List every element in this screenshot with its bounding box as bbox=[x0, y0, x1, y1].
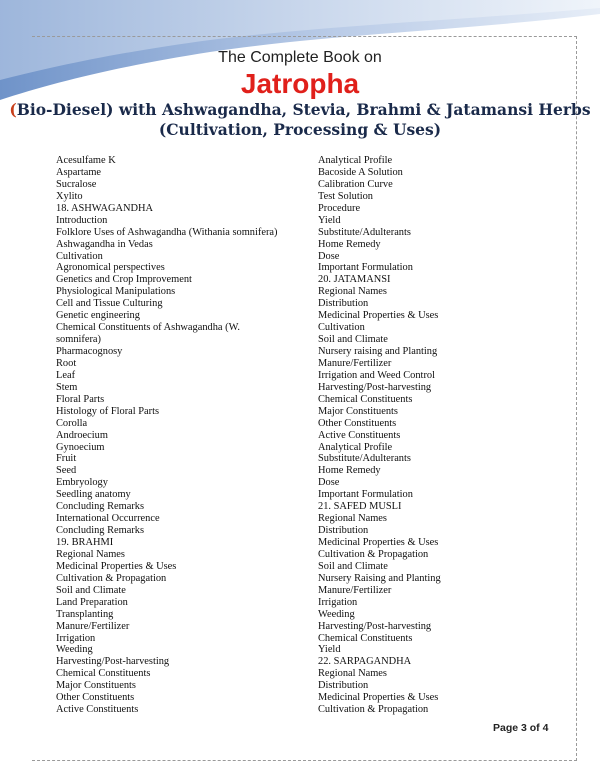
contents-entry: Distribution bbox=[318, 680, 369, 692]
contents-entry: Ashwagandha in Vedas bbox=[56, 238, 153, 250]
contents-entry: somnifera) bbox=[56, 334, 102, 346]
contents-entry: Medicinal Properties & Uses bbox=[56, 560, 177, 572]
contents-entry: Genetics and Crop Improvement bbox=[56, 274, 192, 286]
title-block bbox=[0, 48, 600, 140]
contents-entry: Distribution bbox=[318, 298, 369, 310]
contents-entry: Stem bbox=[56, 381, 78, 393]
left-column bbox=[56, 155, 311, 716]
contents-entry: 22. SARPAGANDHA bbox=[318, 656, 412, 668]
contents-entry: Regional Names bbox=[318, 513, 387, 525]
contents-entry: Distribution bbox=[318, 525, 369, 537]
contents-entry: Leaf bbox=[56, 369, 76, 381]
contents-entry: Nursery Raising and Planting bbox=[318, 572, 441, 584]
contents-entry: Agronomical perspectives bbox=[56, 262, 165, 274]
contents-entry: Harvesting/Post-harvesting bbox=[318, 620, 432, 632]
contents-entry: Genetic engineering bbox=[56, 310, 140, 322]
contents-entry: Xylito bbox=[56, 190, 83, 202]
contents-entry: Manure/Fertilizer bbox=[318, 584, 392, 596]
contents-entry: Gynoecium bbox=[56, 441, 105, 453]
contents-entry: Regional Names bbox=[318, 668, 387, 680]
contents-entry: Cultivation & Propagation bbox=[318, 704, 429, 716]
contents-entry: Substitute/Adulterants bbox=[318, 226, 411, 238]
contents-entry: International Occurrence bbox=[56, 513, 160, 525]
contents-entry: Sucralose bbox=[56, 178, 97, 190]
contents-entry: Irrigation bbox=[318, 596, 358, 608]
contents-entry: Fruit bbox=[56, 453, 77, 465]
contents-entry: Other Constituents bbox=[56, 692, 135, 704]
subtitle-paren: ( bbox=[9, 100, 17, 119]
contents-entry: Active Constituents bbox=[56, 704, 139, 716]
contents-entry: Corolla bbox=[56, 417, 88, 429]
subtitle-text: Bio-Diesel) with Ashwagandha, Stevia, Brahmi & Jatamansi Herbs bbox=[16, 100, 591, 119]
contents-entry: Irrigation bbox=[56, 632, 96, 644]
contents-entry: 20. JATAMANSI bbox=[318, 274, 391, 286]
page-number: Page 3 of 4 bbox=[493, 722, 549, 734]
contents-entry: Regional Names bbox=[56, 548, 125, 560]
contents-entry: Yield bbox=[318, 644, 341, 656]
contents-entry: Weeding bbox=[56, 644, 93, 656]
contents-entry: Important Formulation bbox=[318, 262, 413, 274]
contents-entry: Chemical Constituents of Ashwagandha (W. bbox=[56, 322, 241, 334]
contents-entry: Root bbox=[56, 357, 77, 369]
contents-entry: Substitute/Adulterants bbox=[318, 453, 411, 465]
contents-entry: Land Preparation bbox=[56, 596, 128, 608]
contents-entry: Chemical Constituents bbox=[318, 632, 413, 644]
contents-entry: Yield bbox=[318, 214, 341, 226]
contents-entry: Weeding bbox=[318, 608, 355, 620]
book-title: Jatropha bbox=[240, 68, 360, 99]
contents-entry: Histology of Floral Parts bbox=[56, 405, 160, 417]
contents-entry: 18. ASHWAGANDHA bbox=[56, 202, 153, 214]
contents-entry: Soil and Climate bbox=[56, 584, 126, 596]
contents-entry: Acesulfame K bbox=[56, 155, 116, 166]
contents-entry: Cell and Tissue Culturing bbox=[56, 298, 163, 310]
contents-entry: Transplanting bbox=[56, 608, 114, 620]
contents-entry: Analytical Profile bbox=[318, 441, 393, 453]
contents-entry: Aspartame bbox=[56, 166, 102, 178]
contents-entry: Irrigation and Weed Control bbox=[318, 369, 435, 381]
contents-entry: Embryology bbox=[56, 477, 108, 489]
contents-entry: Physiological Manipulations bbox=[56, 286, 176, 298]
contents-entry: Important Formulation bbox=[318, 489, 413, 501]
contents-entry: 21. SAFED MUSLI bbox=[318, 501, 402, 513]
contents-entry: Harvesting/Post-harvesting bbox=[56, 656, 170, 668]
contents-entry: Cultivation & Propagation bbox=[318, 548, 429, 560]
book-line: The Complete Book on bbox=[218, 49, 382, 66]
contents-entry: Other Constituents bbox=[318, 417, 397, 429]
contents-entry: Concluding Remarks bbox=[56, 525, 145, 537]
contents-entry: Home Remedy bbox=[318, 238, 381, 250]
contents-entry: Harvesting/Post-harvesting bbox=[318, 381, 432, 393]
contents-entry: Major Constituents bbox=[318, 405, 398, 417]
contents-entry: Home Remedy bbox=[318, 465, 381, 477]
contents-entry: Medicinal Properties & Uses bbox=[318, 692, 439, 704]
contents-entry: Floral Parts bbox=[56, 393, 105, 405]
contents-entry: Major Constituents bbox=[56, 680, 136, 692]
contents-entry: Nursery raising and Planting bbox=[318, 346, 438, 357]
contents-entry: Seedling anatomy bbox=[56, 489, 131, 501]
contents-entry: Androecium bbox=[56, 429, 108, 441]
page-border-bottom bbox=[32, 760, 577, 761]
contents-entry: Cultivation bbox=[56, 250, 103, 262]
contents-entry: 19. BRAHMI bbox=[56, 537, 114, 548]
contents-entry: Chemical Constituents bbox=[56, 668, 151, 680]
contents-entry: Dose bbox=[318, 477, 340, 489]
right-column bbox=[318, 155, 556, 716]
subtitle bbox=[0, 100, 600, 120]
page-border-right bbox=[576, 36, 577, 761]
contents-entry: Manure/Fertilizer bbox=[56, 620, 130, 632]
contents-entry: Dose bbox=[318, 250, 340, 262]
contents-entry: Introduction bbox=[56, 214, 108, 226]
contents-entry: Chemical Constituents bbox=[318, 393, 413, 405]
subtitle-line-2: (Cultivation, Processing & Uses) bbox=[158, 120, 442, 139]
contents-entry: Calibration Curve bbox=[318, 178, 393, 190]
contents-entry: Manure/Fertilizer bbox=[318, 357, 392, 369]
contents-entry: Pharmacognosy bbox=[56, 346, 123, 357]
contents-entry: Procedure bbox=[318, 202, 361, 214]
contents-entry: Test Solution bbox=[318, 190, 373, 202]
contents-entry: Bacoside A Solution bbox=[318, 166, 403, 178]
page-border-top bbox=[32, 36, 577, 37]
contents-entry: Seed bbox=[56, 465, 77, 477]
contents-entry: Cultivation & Propagation bbox=[56, 572, 167, 584]
contents-entry: Cultivation bbox=[318, 322, 365, 334]
contents-entry: Medicinal Properties & Uses bbox=[318, 310, 439, 322]
contents-entry: Soil and Climate bbox=[318, 560, 388, 572]
contents-entry: Active Constituents bbox=[318, 429, 401, 441]
contents-entry: Concluding Remarks bbox=[56, 501, 145, 513]
contents-entry: Folklore Uses of Ashwagandha (Withania somnifera) bbox=[56, 226, 278, 238]
contents-entry: Analytical Profile bbox=[318, 155, 393, 166]
contents-entry: Regional Names bbox=[318, 286, 387, 298]
contents-entry: Soil and Climate bbox=[318, 334, 388, 346]
contents-entry: Medicinal Properties & Uses bbox=[318, 537, 439, 548]
